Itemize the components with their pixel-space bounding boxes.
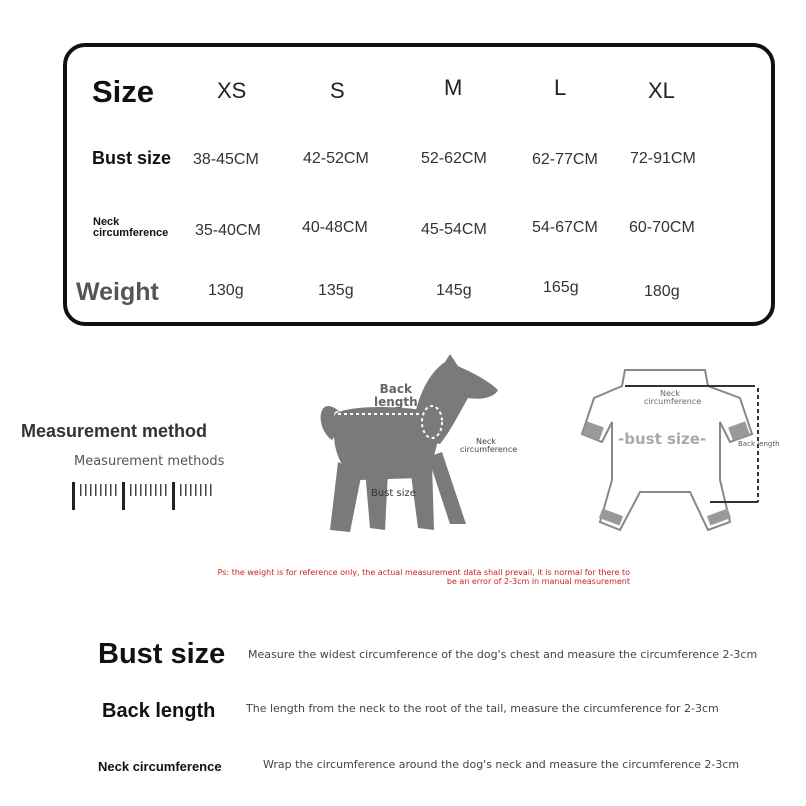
weight-note-line2: be an error of 2-3cm in manual measurement xyxy=(446,577,630,586)
garment-neck-label xyxy=(644,390,701,406)
bust-row-label: Bust size xyxy=(92,148,172,168)
dog-bust-label: Bust size xyxy=(371,488,416,499)
weight-value-xl: 180g xyxy=(644,283,680,300)
weight-row-label: Weight xyxy=(76,278,159,306)
neck-row-label xyxy=(93,217,168,239)
neck-value-l: 54-67CM xyxy=(532,219,598,236)
size-header-xs: XS xyxy=(217,78,247,103)
garment-back-length-label: Back length xyxy=(738,440,780,448)
tape-measure-icon xyxy=(70,478,220,514)
measurement-method-subtitle: Measurement methods xyxy=(74,454,225,469)
neck-value-m: 45-54CM xyxy=(421,221,487,238)
dog-neck-label xyxy=(460,438,517,454)
definition-term-back-length: Back length xyxy=(102,700,216,722)
weight-note xyxy=(150,568,630,586)
dog-back-length-label xyxy=(374,383,418,409)
bust-value-xs: 38-45CM xyxy=(193,151,259,168)
neck-row-label-line2: circumference xyxy=(93,227,169,239)
dog-back-length-line2: length xyxy=(374,395,418,409)
bust-value-s: 42-52CM xyxy=(303,150,369,167)
garment-bust-label: -bust size- xyxy=(618,430,707,448)
size-header-l: L xyxy=(554,75,567,100)
garment-outline-icon xyxy=(580,362,780,542)
size-header-xl: XL xyxy=(648,78,675,103)
definition-term-bust: Bust size xyxy=(98,638,226,670)
size-row-label: Size xyxy=(92,74,155,109)
bust-value-l: 62-77CM xyxy=(532,151,598,168)
weight-note-line1: Ps: the weight is for reference only, the actual measurement data shall prevail, it is normal for there to xyxy=(217,568,630,577)
garment-neck-line2: circumference xyxy=(644,397,702,406)
weight-value-xs: 130g xyxy=(208,282,244,299)
bust-value-xl: 72-91CM xyxy=(630,150,696,167)
measurement-method-title: Measurement method xyxy=(21,421,208,441)
weight-value-m: 145g xyxy=(436,282,472,299)
neck-value-s: 40-48CM xyxy=(302,219,368,236)
definition-text-neck: Wrap the circumference around the dog's neck and measure the circumference 2-3cm xyxy=(263,758,740,771)
neck-row-label-line1: Neck xyxy=(93,216,120,228)
size-header-m: M xyxy=(444,75,463,100)
size-header-s: S xyxy=(330,78,345,103)
dog-neck-line2: circumference xyxy=(460,445,518,454)
weight-value-s: 135g xyxy=(318,282,354,299)
definition-term-neck: Neck circumference xyxy=(98,759,222,774)
definition-text-bust: Measure the widest circumference of the dog's chest and measure the circumference 2-3cm xyxy=(248,648,758,661)
dog-neck-line1: Neck xyxy=(476,437,496,446)
neck-value-xs: 35-40CM xyxy=(195,222,261,239)
garment-neck-line1: Neck xyxy=(660,389,680,398)
definition-text-back-length: The length from the neck to the root of the tail, measure the circumference for 2-3cm xyxy=(246,702,719,715)
weight-value-l: 165g xyxy=(543,279,579,296)
neck-value-xl: 60-70CM xyxy=(629,219,695,236)
bust-value-m: 52-62CM xyxy=(421,150,487,167)
dog-back-length-line1: Back xyxy=(379,382,412,396)
